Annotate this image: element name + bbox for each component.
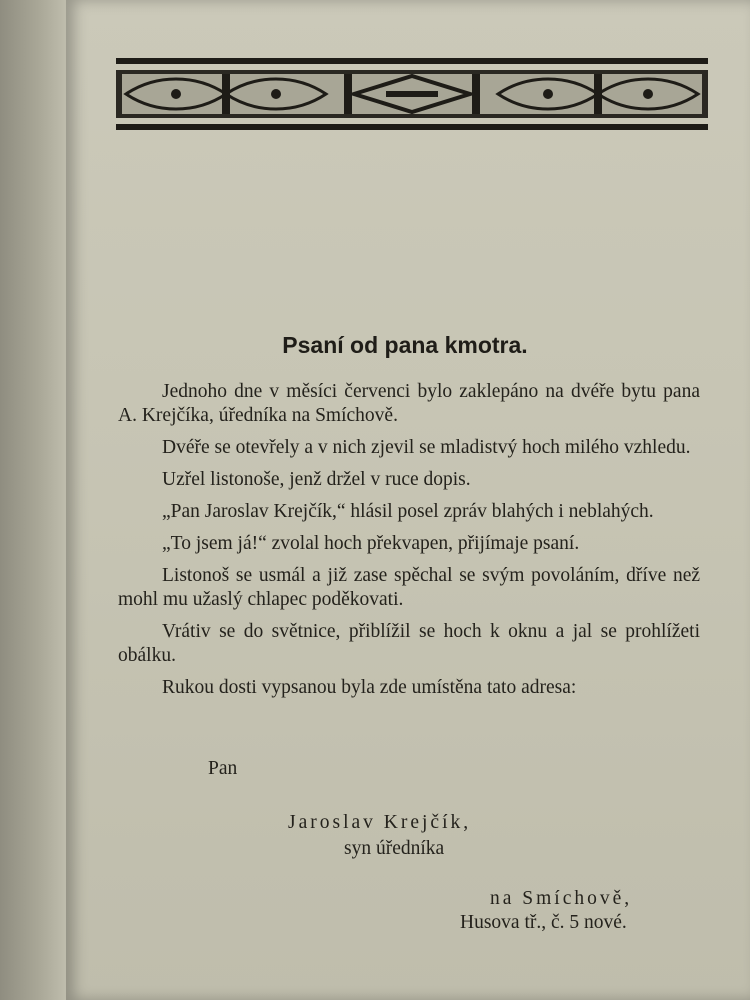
paragraph: Jednoho dne v měsíci červenci bylo zaklepáno na dvéře bytu pana A. Krejčíka, úředníka na Smíchově. <box>118 381 700 426</box>
address-place: na Smíchově, <box>490 888 633 909</box>
left-page-edge <box>0 0 70 1000</box>
address-role: syn úředníka <box>344 838 445 859</box>
paragraph: Listonoš se usmál a již zase spěchal se svým povoláním, dříve než mohl mu užaslý chlapec poděkovati. <box>118 565 700 610</box>
paragraph: Vrátiv se do světnice, přiblížil se hoch k oknu a jal se prohlížeti obálku. <box>118 621 700 666</box>
paragraph: „Pan Jaroslav Krejčík,“ hlásil posel zpráv blahých i neblahých. <box>162 501 654 522</box>
address-street: Husova tř., č. 5 nové. <box>460 912 627 933</box>
paragraph: Dvéře se otevřely a v nich zjevil se mladistvý hoch milého vzhledu. <box>162 437 691 458</box>
decorative-ornament-band <box>116 58 708 130</box>
address-salutation: Pan <box>208 758 238 779</box>
paragraph: Uzřel listonoše, jenž držel v ruce dopis. <box>162 469 471 490</box>
page-title: Psaní od pana kmotra. <box>282 332 528 358</box>
paragraph: „To jsem já!“ zvolal hoch překvapen, přijímaje psaní. <box>162 533 580 554</box>
address-name: Jaroslav Krejčík, <box>288 812 472 833</box>
body-text <box>118 380 700 708</box>
paragraph: Rukou dosti vypsanou byla zde umístěna tato adresa: <box>162 677 577 698</box>
